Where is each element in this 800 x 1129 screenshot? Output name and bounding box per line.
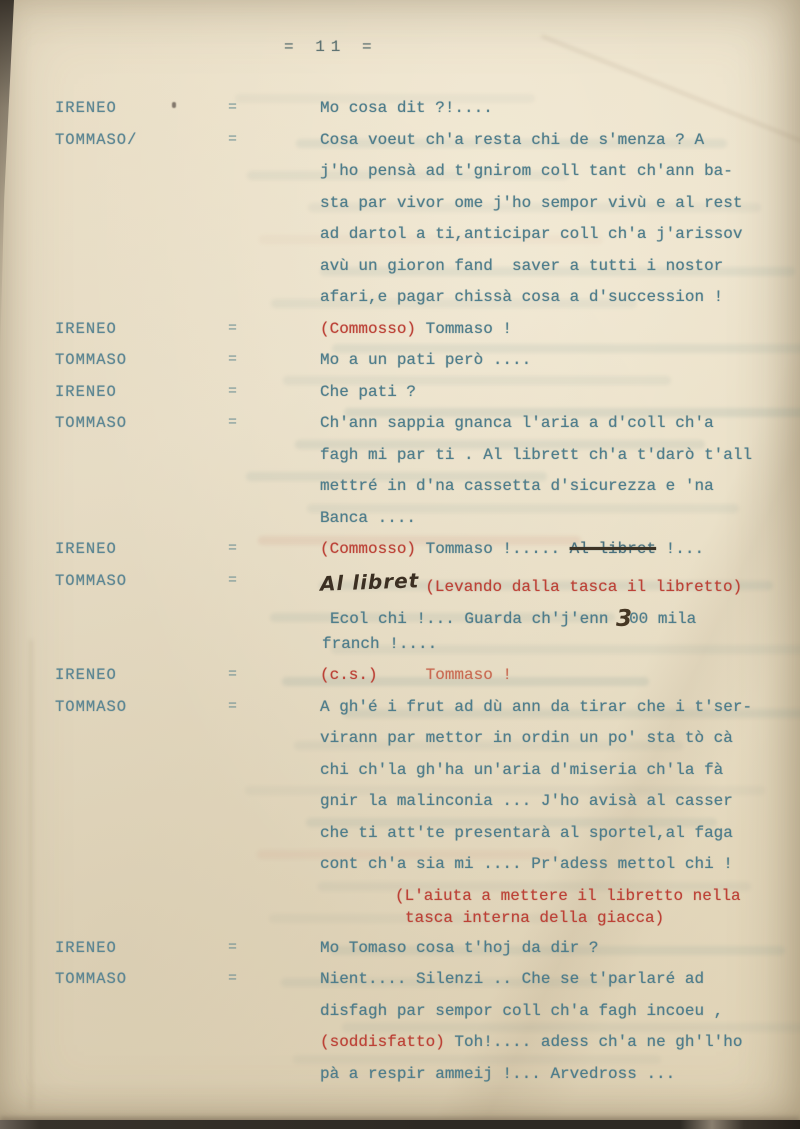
separator-mark: = (228, 571, 238, 589)
speaker-name: IRENEO (55, 540, 117, 558)
dialogue-text (320, 194, 742, 212)
separator-mark: = (228, 130, 238, 148)
dialogue-text (320, 1002, 723, 1020)
dialogue-text (320, 1033, 742, 1051)
dialogue-text (395, 887, 741, 905)
typewritten-text: Cosa voeut ch'a resta chi de s'menza ? A (320, 130, 705, 149)
script-line (0, 663, 800, 695)
script-line (0, 411, 800, 443)
typewritten-text: sta par vivor ome j'ho sempor vivù e al rest (320, 193, 743, 212)
typewritten-text: Nient.... Silenzi .. Che se t'parlaré ad (320, 970, 705, 988)
dialogue-text (320, 131, 704, 149)
typewritten-text: mettré in d'na cassetta d'sicurezza e 'na (320, 477, 714, 495)
script-line (0, 474, 800, 506)
script-line (0, 789, 800, 821)
script-line (0, 380, 800, 412)
stage-direction-red: tasca interna della giacca) (405, 908, 665, 927)
typewritten-text: chi ch'la gh'ha un'aria d'miseria ch'la fà (320, 760, 724, 779)
speaker-name: IRENEO (55, 666, 117, 684)
stage-direction-red: (c.s.) (320, 666, 378, 684)
speaker-name: TOMMASO/ (55, 130, 138, 149)
typewritten-text: j'ho pensà ad t'gnirom coll tant ch'ann ba- (320, 162, 733, 180)
script-line (0, 632, 800, 664)
speaker-name: IRENEO (55, 382, 117, 401)
typewritten-text: Che pati ? (320, 382, 417, 401)
script-line (0, 191, 800, 223)
separator-mark: = (228, 99, 238, 116)
dialogue-text (319, 567, 743, 596)
script-line (0, 254, 800, 286)
dialogue-text (320, 761, 723, 779)
dialogue-text (320, 414, 714, 432)
dialogue-text (320, 698, 752, 716)
typewritten-text: A gh'é i frut ad dù ann da tirar che i t'ser- (320, 697, 753, 716)
script-line (0, 348, 800, 380)
script-line (0, 967, 800, 999)
dialogue-text (320, 1065, 675, 1083)
separator-mark: = (228, 938, 238, 956)
dialogue-text (320, 446, 752, 464)
dialogue-text (320, 257, 723, 275)
typewritten-text: che ti att'te presentarà al sportel,al faga (320, 823, 733, 842)
typewritten-text: Tommaso !..... (416, 540, 570, 558)
script-line (0, 758, 800, 790)
typewritten-text: Tommaso ! (416, 319, 513, 338)
script-line (0, 537, 800, 569)
script-body (0, 96, 800, 1093)
typewritten-text: Banca .... (320, 508, 417, 527)
speaker-name: IRENEO (55, 99, 117, 117)
script-line (0, 999, 800, 1031)
dialogue-text (320, 351, 531, 369)
typewritten-text: disfagh par sempor coll ch'a fagh incoeu , (320, 1001, 724, 1020)
script-line (0, 96, 800, 128)
speaker-name: IRENEO (55, 319, 117, 338)
typewritten-text: Toh!.... adess ch'a ne gh'l'ho (444, 1033, 743, 1051)
typewritten-text: pà a respir ammeij !... Arvedross ... (320, 1064, 676, 1083)
separator-mark: = (228, 666, 238, 683)
script-line (0, 285, 800, 317)
typewritten-text: franch !.... (322, 634, 438, 653)
stage-direction-red: (Commosso) (320, 540, 417, 558)
separator-mark: = (228, 319, 238, 337)
separator-mark: = (228, 414, 238, 431)
script-line (0, 821, 800, 853)
struck-text: Al libret (569, 540, 657, 558)
typewritten-text: afari,e pagar chissà cosa a d'succession ! (320, 288, 724, 306)
handwritten-correction: Al libret (319, 567, 420, 596)
handwritten-digit: 3 (616, 606, 633, 632)
dialogue-text (322, 635, 437, 653)
dialogue-text (320, 939, 598, 957)
dialogue-text (320, 970, 704, 988)
stage-direction-red: (Commosso) (320, 319, 417, 338)
typewritten-text: Mo a un pati però .... (320, 351, 532, 369)
dialogue-text (320, 477, 714, 495)
speaker-name: TOMMASO (55, 351, 128, 369)
speaker-name: IRENEO (55, 938, 117, 957)
separator-mark: = (228, 970, 238, 987)
separator-mark: = (228, 540, 238, 557)
typewritten-text: Mo Tomaso cosa t'hoj da dir ? (320, 938, 599, 957)
typewritten-text-red: Tommaso ! (377, 666, 513, 684)
script-line (0, 726, 800, 758)
dialogue-text (330, 603, 697, 632)
dialogue-text (320, 729, 733, 747)
dialogue-text (320, 320, 512, 338)
dialogue-text (320, 99, 493, 117)
script-line (0, 317, 800, 349)
speaker-name: TOMMASO (55, 970, 128, 988)
typewritten-text: 00 mila (629, 610, 697, 628)
typewritten-text: gnir la malinconia ... J'ho avisà al casser (320, 792, 733, 810)
script-line (0, 1062, 800, 1094)
dialogue-text (320, 383, 416, 401)
paper-crease-left (30, 640, 32, 1110)
stage-direction-red: (soddisfatto) (320, 1033, 445, 1051)
script-line (0, 1030, 800, 1062)
dialogue-text (320, 288, 723, 306)
typewritten-text: Mo cosa dit ?!.... (320, 99, 493, 117)
typewritten-text: cont ch'a sia mi .... Pr'adess mettol chi ! (320, 855, 733, 873)
typewritten-text: ad dartol a ti,anticipar coll ch'a j'arissov (320, 225, 743, 243)
separator-mark: = (228, 382, 238, 400)
dialogue-text (320, 509, 416, 527)
typewritten-text: avù un gioron fand saver a tutti i nostor (320, 256, 724, 275)
script-line (0, 852, 800, 884)
separator-mark: = (228, 351, 238, 368)
dialogue-text (320, 855, 733, 873)
stage-direction-red: (L'aiuta a mettere il libretto nella (395, 886, 741, 905)
speaker-name: TOMMASO (55, 414, 128, 432)
typewritten-text: Ecol chi !... Guarda ch'j'enn (330, 610, 619, 628)
dialogue-text (320, 162, 733, 180)
dialogue-text (320, 824, 733, 842)
typewritten-text: virann par mettor in ordin un po' sta tò cà (320, 729, 733, 747)
script-line (0, 600, 800, 632)
page-number: = 11 = (284, 38, 378, 56)
script-line (0, 695, 800, 727)
dialogue-text (320, 540, 704, 558)
page-edge-bottom (0, 1120, 800, 1129)
script-line (0, 506, 800, 538)
script-line (0, 159, 800, 191)
stage-direction-red: (Levando dalla tasca il libretto) (425, 577, 743, 596)
speaker-name: TOMMASO (55, 571, 128, 590)
separator-mark: = (228, 697, 238, 715)
script-line (0, 222, 800, 254)
typewritten-text: !... (656, 540, 705, 558)
dialogue-text (405, 909, 664, 927)
script-line (0, 906, 800, 936)
typewritten-text: fagh mi par ti . Al librett ch'a t'darò t'all (320, 445, 753, 464)
dialogue-text (320, 666, 512, 684)
script-line (0, 884, 800, 906)
script-line (0, 936, 800, 968)
dialogue-text (320, 792, 733, 810)
speaker-name: TOMMASO (55, 697, 128, 716)
script-line (0, 128, 800, 160)
script-line (0, 569, 800, 601)
dialogue-text (320, 225, 742, 243)
script-line (0, 443, 800, 475)
typewritten-text: Ch'ann sappia gnanca l'aria a d'coll ch'a (320, 414, 714, 432)
